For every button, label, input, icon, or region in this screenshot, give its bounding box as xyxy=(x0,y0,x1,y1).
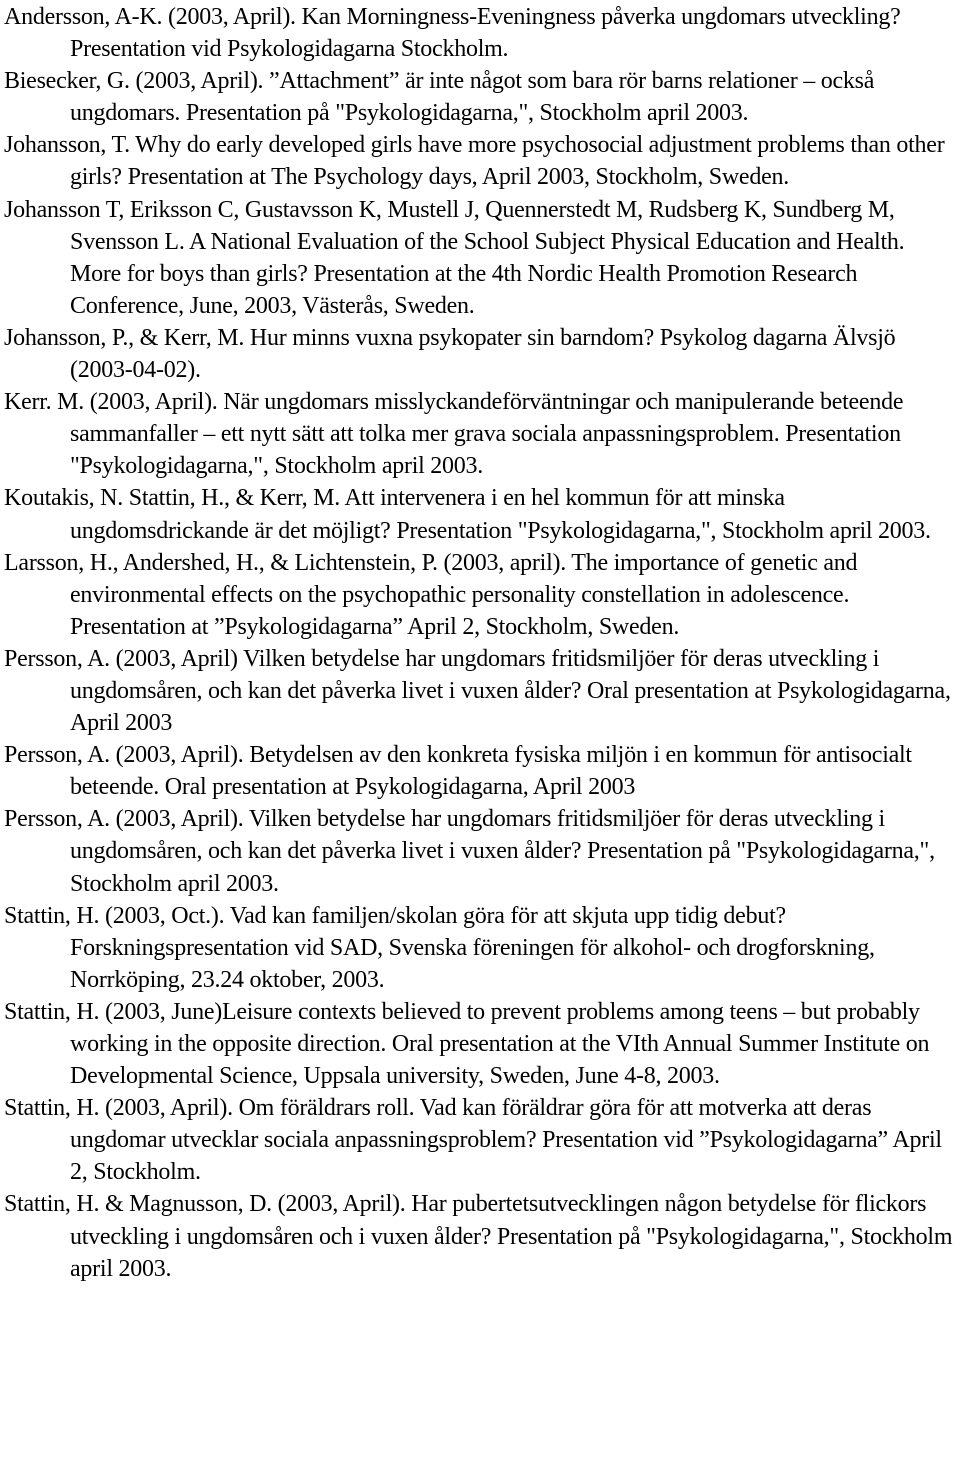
reference-list xyxy=(4,1,954,1285)
reference-entry: Larsson, H., Andershed, H., & Lichtenstein, P. (2003, april). The importance of genetic and environmental effects on the psychopathic personality constellation in adolescence. Presentation at ”Psykologidagarna” April 2, Stockholm, Sweden. xyxy=(4,549,858,640)
reference-entry: Stattin, H. (2003, April). Om föräldrars roll. Vad kan föräldrar göra för att motverka att deras ungdomar utvecklar sociala anpassningsproblem? Presentation vid ”Psykologidagarna” April 2, Stockholm. xyxy=(4,1095,942,1186)
reference-entry: Johansson T, Eriksson C, Gustavsson K, Mustell J, Quennerstedt M, Rudsberg K, Sundberg M, Svensson L. A National Evaluation of the School Subject Physical Education and Health. More for boys than girls? Presentation at the 4th Nordic Health Promotion Research Conference, June, 2003, Västerås, Sweden. xyxy=(4,196,905,319)
reference-entry: Persson, A. (2003, April) Vilken betydelse har ungdomars fritidsmiljöer för deras utveckling i ungdomsåren, och kan det påverka livet i vuxen ålder? Oral presentation at Psykologidagarna, April 2003 xyxy=(4,645,951,737)
reference-entry: Stattin, H. (2003, Oct.). Vad kan familjen/skolan göra för att skjuta upp tidig debut? Forskningspresentation vid SAD, Svenska föreningen för alkohol- och drogforskning, Norrköping, 23.24 oktober, 2003. xyxy=(4,902,875,993)
reference-entry: Andersson, A-K. (2003, April). Kan Morningness-Eveningness påverka ungdomars utveckling? Presentation vid Psykologidagarna Stockholm. xyxy=(4,4,901,63)
reference-entry: Koutakis, N. Stattin, H., & Kerr, M. Att intervenera i en hel kommun för att minska ungdomsdrickande är det möjligt? Presentation "Psykologidagarna,", Stockholm april 2003. xyxy=(4,485,931,544)
reference-entry: Johansson, P., & Kerr, M. Hur minns vuxna psykopater sin barndom? Psykolog dagarna Älvsjö (2003-04-02). xyxy=(4,324,896,384)
reference-entry: Stattin, H. & Magnusson, D. (2003, April). Har pubertetsutvecklingen någon betydelse för flickors utveckling i ungdomsåren och i vuxen ålder? Presentation på "Psykologidagarna,", Stockholm april 2003. xyxy=(4,1191,953,1282)
reference-entry: Persson, A. (2003, April). Betydelsen av den konkreta fysiska miljön i en kommun för antisocialt beteende. Oral presentation at Psykologidagarna, April 2003 xyxy=(4,742,912,801)
reference-entry: Kerr. M. (2003, April). När ungdomars misslyckandeförväntningar och manipulerande beteende sammanfaller – ett nytt sätt att tolka mer grava sociala anpassningsproblem. Presentation "Psykologidagarna,", Stockholm april 2003. xyxy=(4,389,904,480)
reference-entry: Persson, A. (2003, April). Vilken betydelse har ungdomars fritidsmiljöer för deras utveckling i ungdomsåren, och kan det påverka livet i vuxen ålder? Presentation på "Psykologidagarna,", Stockholm april 2003. xyxy=(4,806,935,897)
reference-entry: Biesecker, G. (2003, April). ”Attachment” är inte något som bara rör barns relationer – också ungdomars. Presentation på "Psykologidagarna,", Stockholm april 2003. xyxy=(4,68,875,127)
reference-entry: Johansson, T. Why do early developed girls have more psychosocial adjustment problems than other girls? Presentation at The Psychology days, April 2003, Stockholm, Sweden. xyxy=(4,132,945,191)
reference-entry: Stattin, H. (2003, June)Leisure contexts believed to prevent problems among teens – but probably working in the opposite direction. Oral presentation at the VIth Annual Summer Institute on Developmental Science, Uppsala university, Sweden, June 4-8, 2003. xyxy=(4,998,930,1090)
